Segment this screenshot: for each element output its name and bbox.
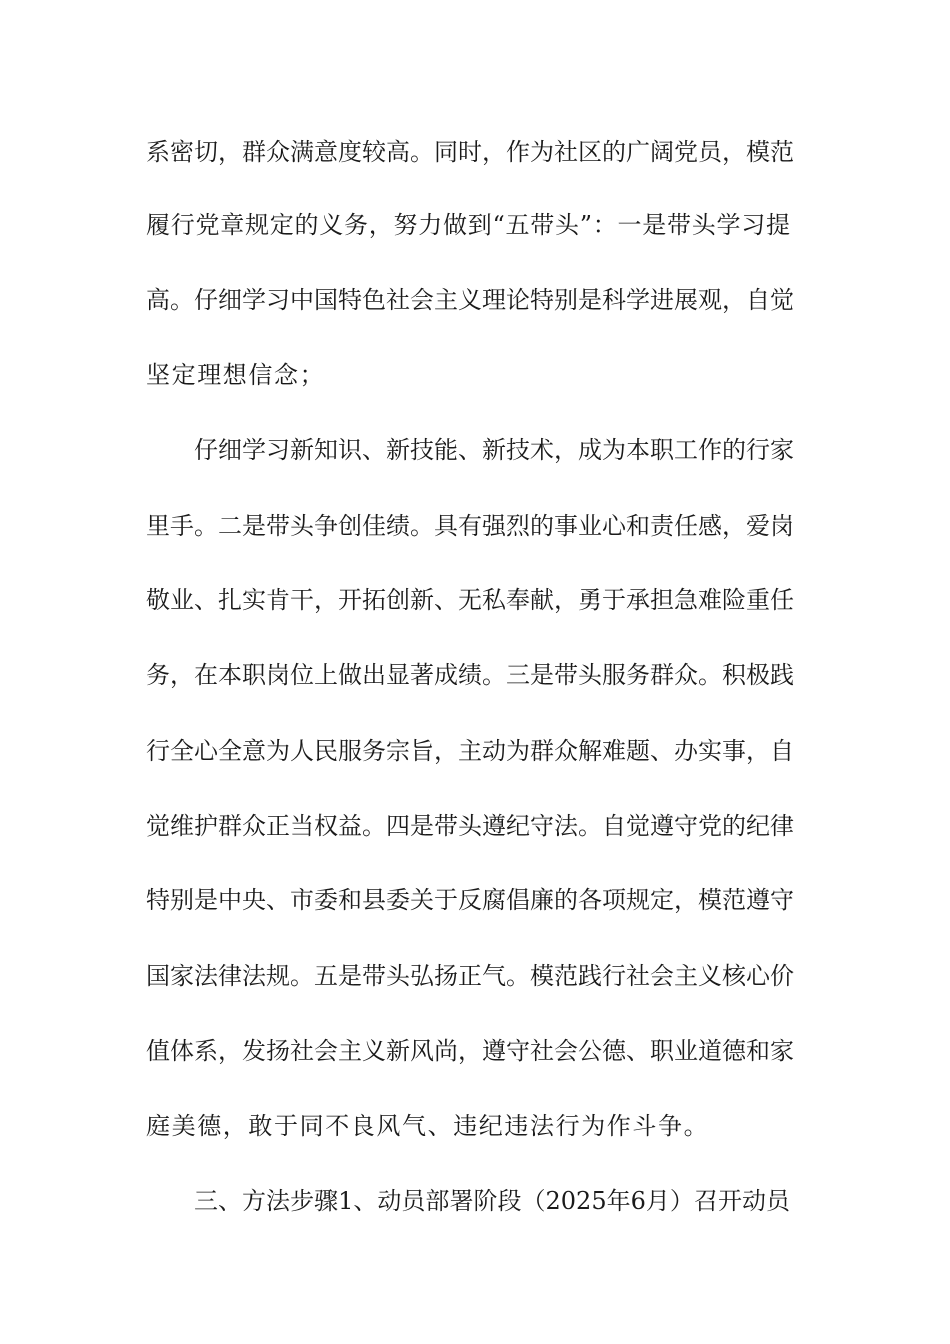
text-line: 庭美德，敢于同不良风气、违纪违法行为作斗争。: [146, 1112, 710, 1140]
text-line: 坚定理想信念；: [146, 361, 326, 389]
text-line: 里手。二是带头争创佳绩。具有强烈的事业心和责任感，爱岗: [146, 512, 794, 540]
section-heading-line: 三、方法步骤1、动员部署阶段（2025年6月）召开动员: [194, 1187, 790, 1215]
text-line: 国家法律法规。五是带头弘扬正气。模范践行社会主义核心价: [146, 962, 794, 990]
text-line: 敬业、扎实肯干，开拓创新、无私奉献，勇于承担急难险重任: [146, 586, 794, 614]
text-line: 高。仔细学习中国特色社会主义理论特别是科学进展观，自觉: [146, 286, 794, 314]
text-line: 行全心全意为人民服务宗旨，主动为群众解难题、办实事，自: [146, 737, 794, 765]
text-line: 仔细学习新知识、新技能、新技术，成为本职工作的行家: [194, 436, 794, 464]
text-line: 特别是中央、市委和县委关于反腐倡廉的各项规定，模范遵守: [146, 886, 794, 914]
text-line: 履行党章规定的义务，努力做到“五带头”：一是带头学习提: [146, 211, 790, 239]
text-line: 值体系，发扬社会主义新风尚，遵守社会公德、职业道德和家: [146, 1037, 794, 1065]
text-line: 觉维护群众正当权益。四是带头遵纪守法。自觉遵守党的纪律: [146, 812, 794, 840]
text-line: 系密切，群众满意度较高。同时，作为社区的广阔党员，模范: [146, 138, 794, 166]
text-line: 务，在本职岗位上做出显著成绩。三是带头服务群众。积极践: [146, 661, 794, 689]
